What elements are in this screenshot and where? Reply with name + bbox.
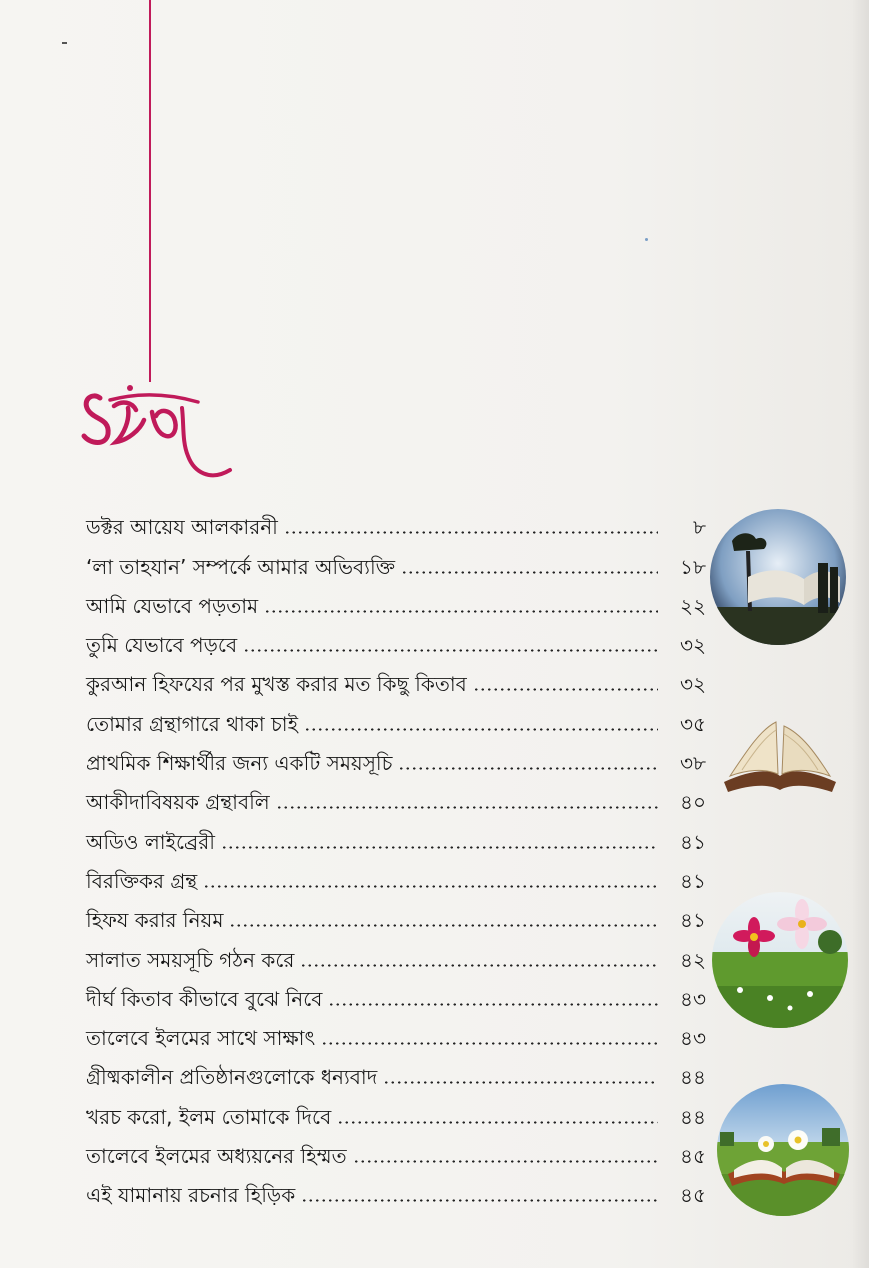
dot-leader xyxy=(301,1199,658,1202)
dot-leader xyxy=(328,1003,658,1006)
dot-leader xyxy=(398,767,658,770)
toc-title: তুমি যেভাবে পড়বে xyxy=(86,633,238,658)
heading-calligraphy xyxy=(70,378,240,498)
toc-page-number: ২২ xyxy=(679,593,706,618)
toc-title: গ্রীষ্মকালীন প্রতিষ্ঠানগুলোকে ধন্যবাদ xyxy=(86,1065,378,1090)
open-book-icon xyxy=(720,712,840,794)
toc-page-number: ৪৫ xyxy=(680,1183,706,1208)
dot-leader xyxy=(229,924,658,927)
dot-leader xyxy=(284,531,658,534)
dot-leader xyxy=(243,649,658,652)
toc-title: অডিও লাইব্রেরী xyxy=(86,829,215,854)
toc-entry[interactable] xyxy=(86,976,706,1015)
dot-leader xyxy=(264,610,658,613)
toc-title: এই যামানায় রচনার হিড়িক xyxy=(86,1183,296,1208)
dot-leader xyxy=(304,728,658,731)
toc-page-number: ৪৪ xyxy=(680,1065,706,1090)
toc-title: ‘লা তাহযান’ সম্পর্কে আমার অভিব্যক্তি xyxy=(86,554,396,579)
toc-page-number: ৪৪ xyxy=(680,1104,706,1129)
toc-page-number: ৪২ xyxy=(680,947,706,972)
toc-title: আমি যেভাবে পড়তাম xyxy=(86,593,259,618)
toc-entry[interactable] xyxy=(86,779,706,818)
dot-leader xyxy=(353,1160,658,1163)
toc-entry[interactable] xyxy=(86,936,706,975)
toc-entry[interactable] xyxy=(86,818,706,857)
toc-page-number: ৪১ xyxy=(680,829,706,854)
toc-title: সালাত সময়সূচি গঠন করে xyxy=(86,947,295,972)
flowers-meadow-icon xyxy=(710,890,850,1030)
toc-entry[interactable] xyxy=(86,1172,706,1211)
dot-leader xyxy=(401,571,658,574)
toc-title: দীর্ঘ কিতাব কীভাবে বুঝে নিবে xyxy=(86,986,323,1011)
toc-page-number: ৮ xyxy=(693,515,706,540)
toc-page-number: ৪৩ xyxy=(680,986,706,1011)
dot-leader xyxy=(221,846,658,849)
dot-leader xyxy=(203,885,658,888)
toc-title: কুরআন হিফযের পর মুখস্ত করার মত কিছু কিতাব xyxy=(86,672,467,697)
toc-title: প্রাথমিক শিক্ষার্থীর জন্য একটি সময়সূচি xyxy=(86,751,393,776)
dot-leader xyxy=(321,1042,658,1045)
toc-entry[interactable] xyxy=(86,1015,706,1054)
book-flowers-icon xyxy=(714,1082,852,1218)
table-of-contents xyxy=(86,504,706,1211)
toc-page-number: ৩৮ xyxy=(680,751,706,776)
toc-page-number: ৩৫ xyxy=(680,711,706,736)
open-book-sky-icon xyxy=(708,507,848,647)
dot-leader xyxy=(276,806,658,809)
toc-page-number: ৪১ xyxy=(680,868,706,893)
toc-page-number: ১৮ xyxy=(680,554,706,579)
hanging-thread xyxy=(149,0,151,382)
dot-leader xyxy=(337,1121,658,1124)
toc-title: হিফয করার নিয়ম xyxy=(86,908,224,933)
toc-entry[interactable] xyxy=(86,543,706,582)
toc-entry[interactable] xyxy=(86,504,706,543)
toc-title: খরচ করো, ইলম তোমাকে দিবে xyxy=(86,1104,332,1129)
toc-entry[interactable] xyxy=(86,1093,706,1132)
toc-title: বিরক্তিকর গ্রন্থ xyxy=(86,868,198,893)
toc-page-number: ৩২ xyxy=(679,672,706,697)
toc-entry[interactable] xyxy=(86,740,706,779)
toc-title: তোমার গ্রন্থাগারে থাকা চাই xyxy=(86,711,298,736)
toc-entry[interactable] xyxy=(86,897,706,936)
toc-entry[interactable] xyxy=(86,583,706,622)
toc-entry[interactable] xyxy=(86,700,706,739)
toc-entry[interactable] xyxy=(86,1133,706,1172)
toc-page-number: ৩২ xyxy=(679,633,706,658)
heading-text: সূচি xyxy=(70,378,72,379)
paper-speck xyxy=(62,42,67,44)
toc-entry[interactable] xyxy=(86,622,706,661)
toc-title: ডক্টর আয়েয আলকারনী xyxy=(86,515,278,540)
toc-title: আকীদাবিষয়ক গ্রন্থাবলি xyxy=(86,790,270,815)
toc-title: তালেবে ইলমের অধ্যয়নের হিম্মত xyxy=(86,1144,347,1169)
toc-entry[interactable] xyxy=(86,661,706,700)
toc-page-number: ৪৩ xyxy=(680,1026,706,1051)
spine-shadow xyxy=(851,0,869,1268)
toc-title: তালেবে ইলমের সাথে সাক্ষাৎ xyxy=(86,1026,316,1051)
toc-page-number: ৪৫ xyxy=(680,1144,706,1169)
dot-leader xyxy=(473,688,658,691)
paper-speck xyxy=(645,238,648,241)
dot-leader xyxy=(383,1081,658,1084)
toc-page-number: ৪১ xyxy=(680,908,706,933)
toc-page-number: ৪০ xyxy=(680,790,706,815)
toc-entry[interactable] xyxy=(86,1054,706,1093)
dot-leader xyxy=(300,964,658,967)
toc-entry[interactable] xyxy=(86,858,706,897)
